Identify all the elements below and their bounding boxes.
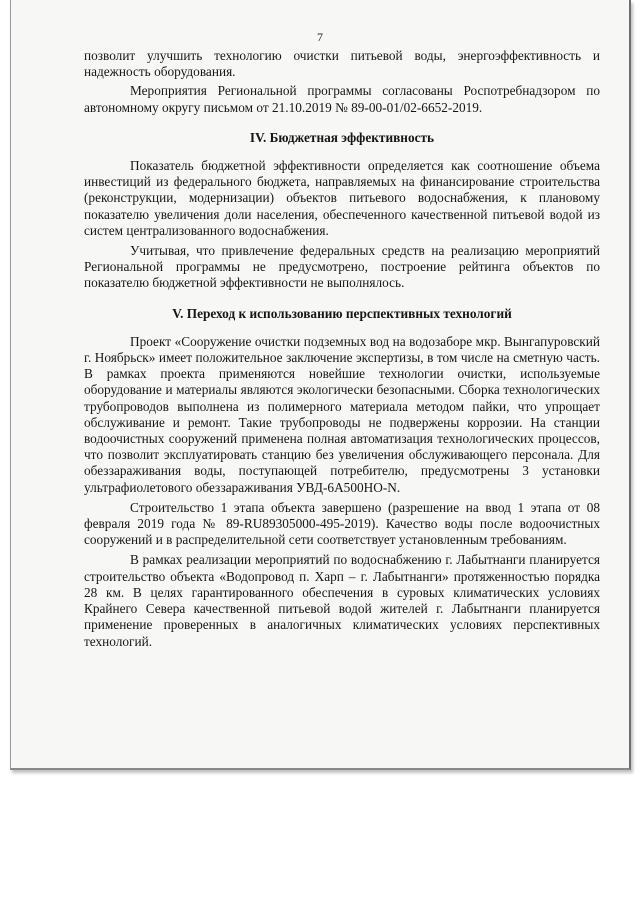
section-heading-budget: IV. Бюджетная эффективность xyxy=(249,129,435,145)
paragraph-approval: Мероприятия Региональной программы согласованы Роспотребнадзором по автономному округу письмом от 21.10.2019 № 89-00-01/02-6652-2019. xyxy=(84,83,600,115)
paragraph-construction-stage: Строительство 1 этапа объекта завершено (разрешение на ввод 1 этапа от 08 февраля 2019 года № 89-RU89305000-495-2019). Качество воды после водоочистных сооружений и в распределительной сети соответствует установленным требованиям. xyxy=(84,499,600,548)
paragraph-budget-indicator: Показатель бюджетной эффективности определяется как соотношение объема инвестиций из федерального бюджета, направляемых на финансирование строительства (реконструкции, модернизации) объектов питьевого водоснабжения, к плановому показателю увеличения доли населения, обеспеченного качественной питьевой водой из систем централизованного водоснабжения. xyxy=(84,158,600,238)
paragraph-continuation: позволит улучшить технологию очистки питьевой воды, энергоэффективность и надежность оборудования. xyxy=(84,48,600,80)
document-body xyxy=(84,48,600,650)
paragraph-project-description: Проект «Сооружение очистки подземных вод на водозаборе мкр. Вынгапуровский г. Ноябрьск» имеет положительное заключение экспертизы, в том числе на сметную часть. В рамках проекта применяются новейшие технологии очистки, используемые оборудование и материалы являются экологически безопасными. Сборка технологических трубопроводов выполнена из полимерного материала методом пайки, что упрощает обслуживание и ремонт. Такие трубопроводы не подвержены коррозии. На станции водоочистных сооружений применена полная автоматизация технологических процессов, что позволит эксплуатировать станцию без увеличения обслуживающего персонала. Для обеззараживания воды, поступающей потребителю, предусмотрены 3 установки ультрафиолетового обеззараживания УВД-6А500НО-N. xyxy=(84,333,600,495)
section-heading-technologies: V. Переход к использованию перспективных технологий xyxy=(172,305,512,321)
paragraph-labytnangi: В рамках реализации мероприятий по водоснабжению г. Лабытнанги планируется строительство объекта «Водопровод п. Харп – г. Лабытнанги» протяженностью порядка 28 км. В целях гарантированного обеспечения в суровых климатических условиях Крайнего Севера качественной питьевой водой жителей г. Лабытнанги планируется применение проверенных в аналогичных климатических условиях перспективных технологий. xyxy=(84,552,600,649)
paragraph-budget-rating: Учитывая, что привлечение федеральных средств на реализацию мероприятий Региональной программы не предусмотрено, построение рейтинга объектов по показателю бюджетной эффективности не выполнялось. xyxy=(84,243,600,291)
page-number: 7 xyxy=(317,30,323,44)
